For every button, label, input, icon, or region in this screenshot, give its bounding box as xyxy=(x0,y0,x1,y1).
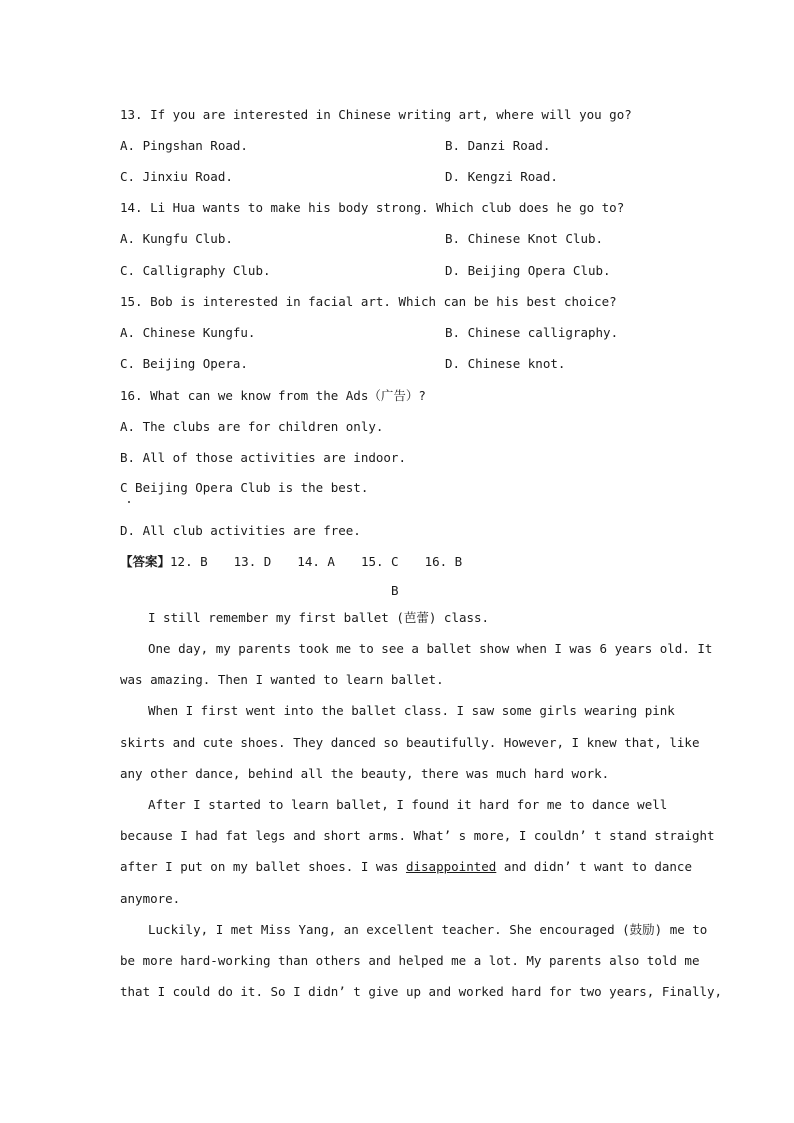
question-15-stem: 15. Bob is interested in facial art. Which can be his best choice? xyxy=(120,294,617,309)
question-16-option-c: C Beijing Opera Club is the best. xyxy=(120,480,369,495)
question-14-stem: 14. Li Hua wants to make his body strong. Which club does he go to? xyxy=(120,200,625,215)
question-13-option-a: A. Pingshan Road. xyxy=(120,138,248,153)
question-16-option-d: D. All club activities are free. xyxy=(120,523,361,538)
underlined-word-disappointed: disappointed xyxy=(405,859,497,874)
question-15-option-d: D. Chinese knot. xyxy=(445,356,566,371)
question-15-option-a: A. Chinese Kungfu. xyxy=(120,325,256,340)
answer-13: 13. D xyxy=(233,554,272,569)
stray-dot-mark xyxy=(128,501,130,503)
question-14-option-b: B. Chinese Knot Club. xyxy=(445,231,604,246)
passage-line-4: When I first went into the ballet class. I saw some girls wearing pink xyxy=(148,703,675,718)
question-15-option-c: C. Beijing Opera. xyxy=(120,356,248,371)
answer-key-tag: 【答案】 xyxy=(120,554,171,569)
question-13-stem: 13. If you are interested in Chinese writing art, where will you go? xyxy=(120,107,632,122)
passage-line-9-start: after I put on my ballet shoes. I was xyxy=(120,859,406,874)
question-14-option-a: A. Kungfu Club. xyxy=(120,231,233,246)
passage-line-6: any other dance, behind all the beauty, there was much hard work. xyxy=(120,766,610,781)
passage-line-9-end: and didn’ t want to dance xyxy=(496,859,692,874)
question-13-option-b: B. Danzi Road. xyxy=(445,138,551,153)
passage-line-3: was amazing. Then I wanted to learn ballet. xyxy=(120,672,444,687)
question-14-option-c: C. Calligraphy Club. xyxy=(120,263,271,278)
passage-line-1: I still remember my first ballet (芭蕾) class. xyxy=(148,610,490,625)
section-heading-b: B xyxy=(391,583,399,598)
answer-14: 14. A xyxy=(297,554,335,569)
answer-16: 16. B xyxy=(424,554,463,569)
passage-line-2: One day, my parents took me to see a ballet show when I was 6 years old. It xyxy=(148,641,713,656)
passage-line-12: be more hard-working than others and helped me a lot. My parents also told me xyxy=(120,953,700,968)
question-14-option-d: D. Beijing Opera Club. xyxy=(445,263,611,278)
answer-12: 12. B xyxy=(170,554,208,569)
passage-line-7: After I started to learn ballet, I found it hard for me to dance well xyxy=(148,797,668,812)
passage-line-5: skirts and cute shoes. They danced so beautifully. However, I knew that, like xyxy=(120,735,700,750)
answer-key xyxy=(120,552,462,570)
passage-line-8: because I had fat legs and short arms. What’ s more, I couldn’ t stand straight xyxy=(120,828,715,843)
question-13-option-d: D. Kengzi Road. xyxy=(445,169,558,184)
passage-line-13: that I could do it. So I didn’ t give up and worked hard for two years, Finally, xyxy=(120,984,723,999)
question-16-option-a: A. The clubs are for children only. xyxy=(120,419,384,434)
passage-line-11: Luckily, I met Miss Yang, an excellent teacher. She encouraged (鼓励) me to xyxy=(148,922,708,937)
question-13-option-c: C. Jinxiu Road. xyxy=(120,169,233,184)
passage-line-9 xyxy=(120,859,692,874)
question-16-stem: 16. What can we know from the Ads（广告）? xyxy=(120,388,426,403)
question-16-option-b: B. All of those activities are indoor. xyxy=(120,450,406,465)
passage-line-10: anymore. xyxy=(120,891,181,906)
question-15-option-b: B. Chinese calligraphy. xyxy=(445,325,619,340)
answer-15: 15. C xyxy=(360,554,399,569)
